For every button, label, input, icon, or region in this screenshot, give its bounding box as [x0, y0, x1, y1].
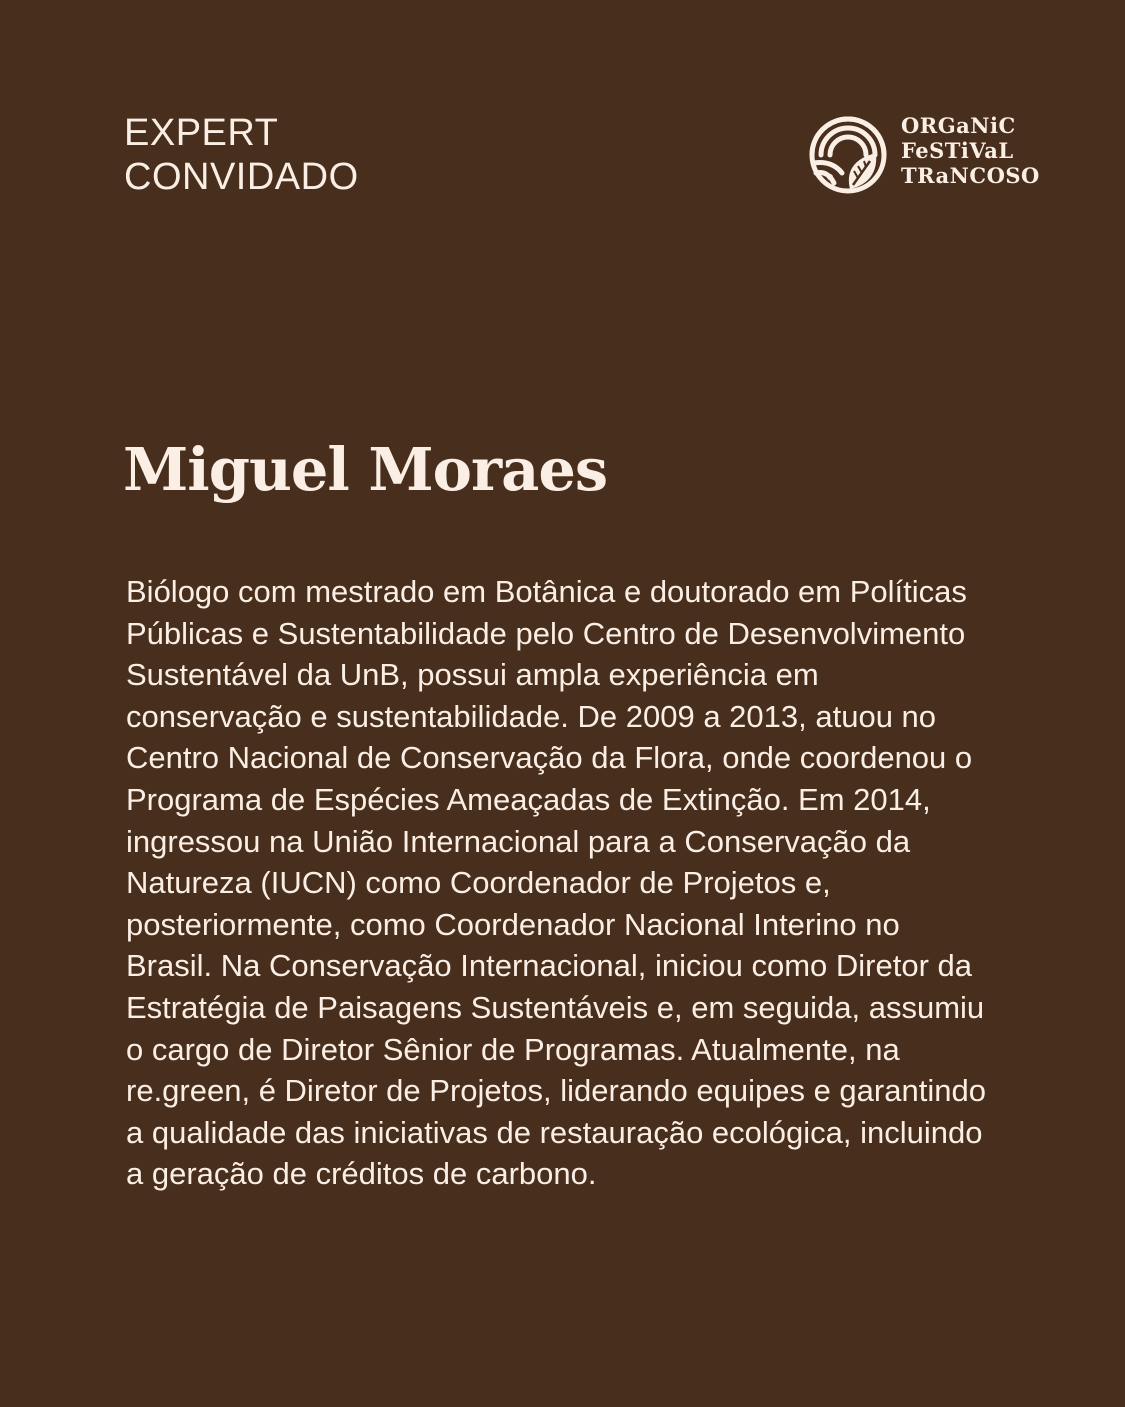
logo-line-3: TRaNCOSO: [901, 163, 1040, 188]
logo-line-1: ORGaNiC: [901, 113, 1016, 138]
expert-bio: Biólogo com mestrado em Botânica e doutorado em Políticas Públicas e Sustentabilidade pelo Centro de Desenvolvimento Sustentável da UnB, possui ampla experiência em conservação e sustentabilidade. De 2009 a 2013, atuou no Centro Nacional de Conservação da Flora, onde coordenou o Programa de Espécies Ameaçadas de Extinção. Em 2014, ingressou na União Internacional para a Conservação da Natureza (IUCN) como Coordenador de Projetos e, posteriormente, como Coordenador Nacional Interino no Brasil. Na Conservação Internacional, iniciou como Diretor da Estratégia de Paisagens Sustentáveis e, em seguida, assumiu o cargo de Diretor Sênior de Programas. Atualmente, na re.green, é Diretor de Projetos, liderando equipes e garantindo a qualidade das iniciativas de restauração ecológica, incluindo a geração de créditos de carbono.: [126, 574, 986, 1192]
logo-wordmark: [901, 113, 1040, 188]
logo-line-2: FeSTiVaL: [901, 138, 1014, 163]
expert-name: Miguel Moraes: [123, 435, 608, 504]
organic-festival-emblem-icon: [806, 111, 890, 195]
organic-festival-logo: [806, 111, 1040, 195]
kicker-line-2: CONVIDADO: [124, 156, 359, 198]
expert-kicker: [124, 111, 359, 199]
kicker-line-1: EXPERT: [124, 112, 279, 154]
